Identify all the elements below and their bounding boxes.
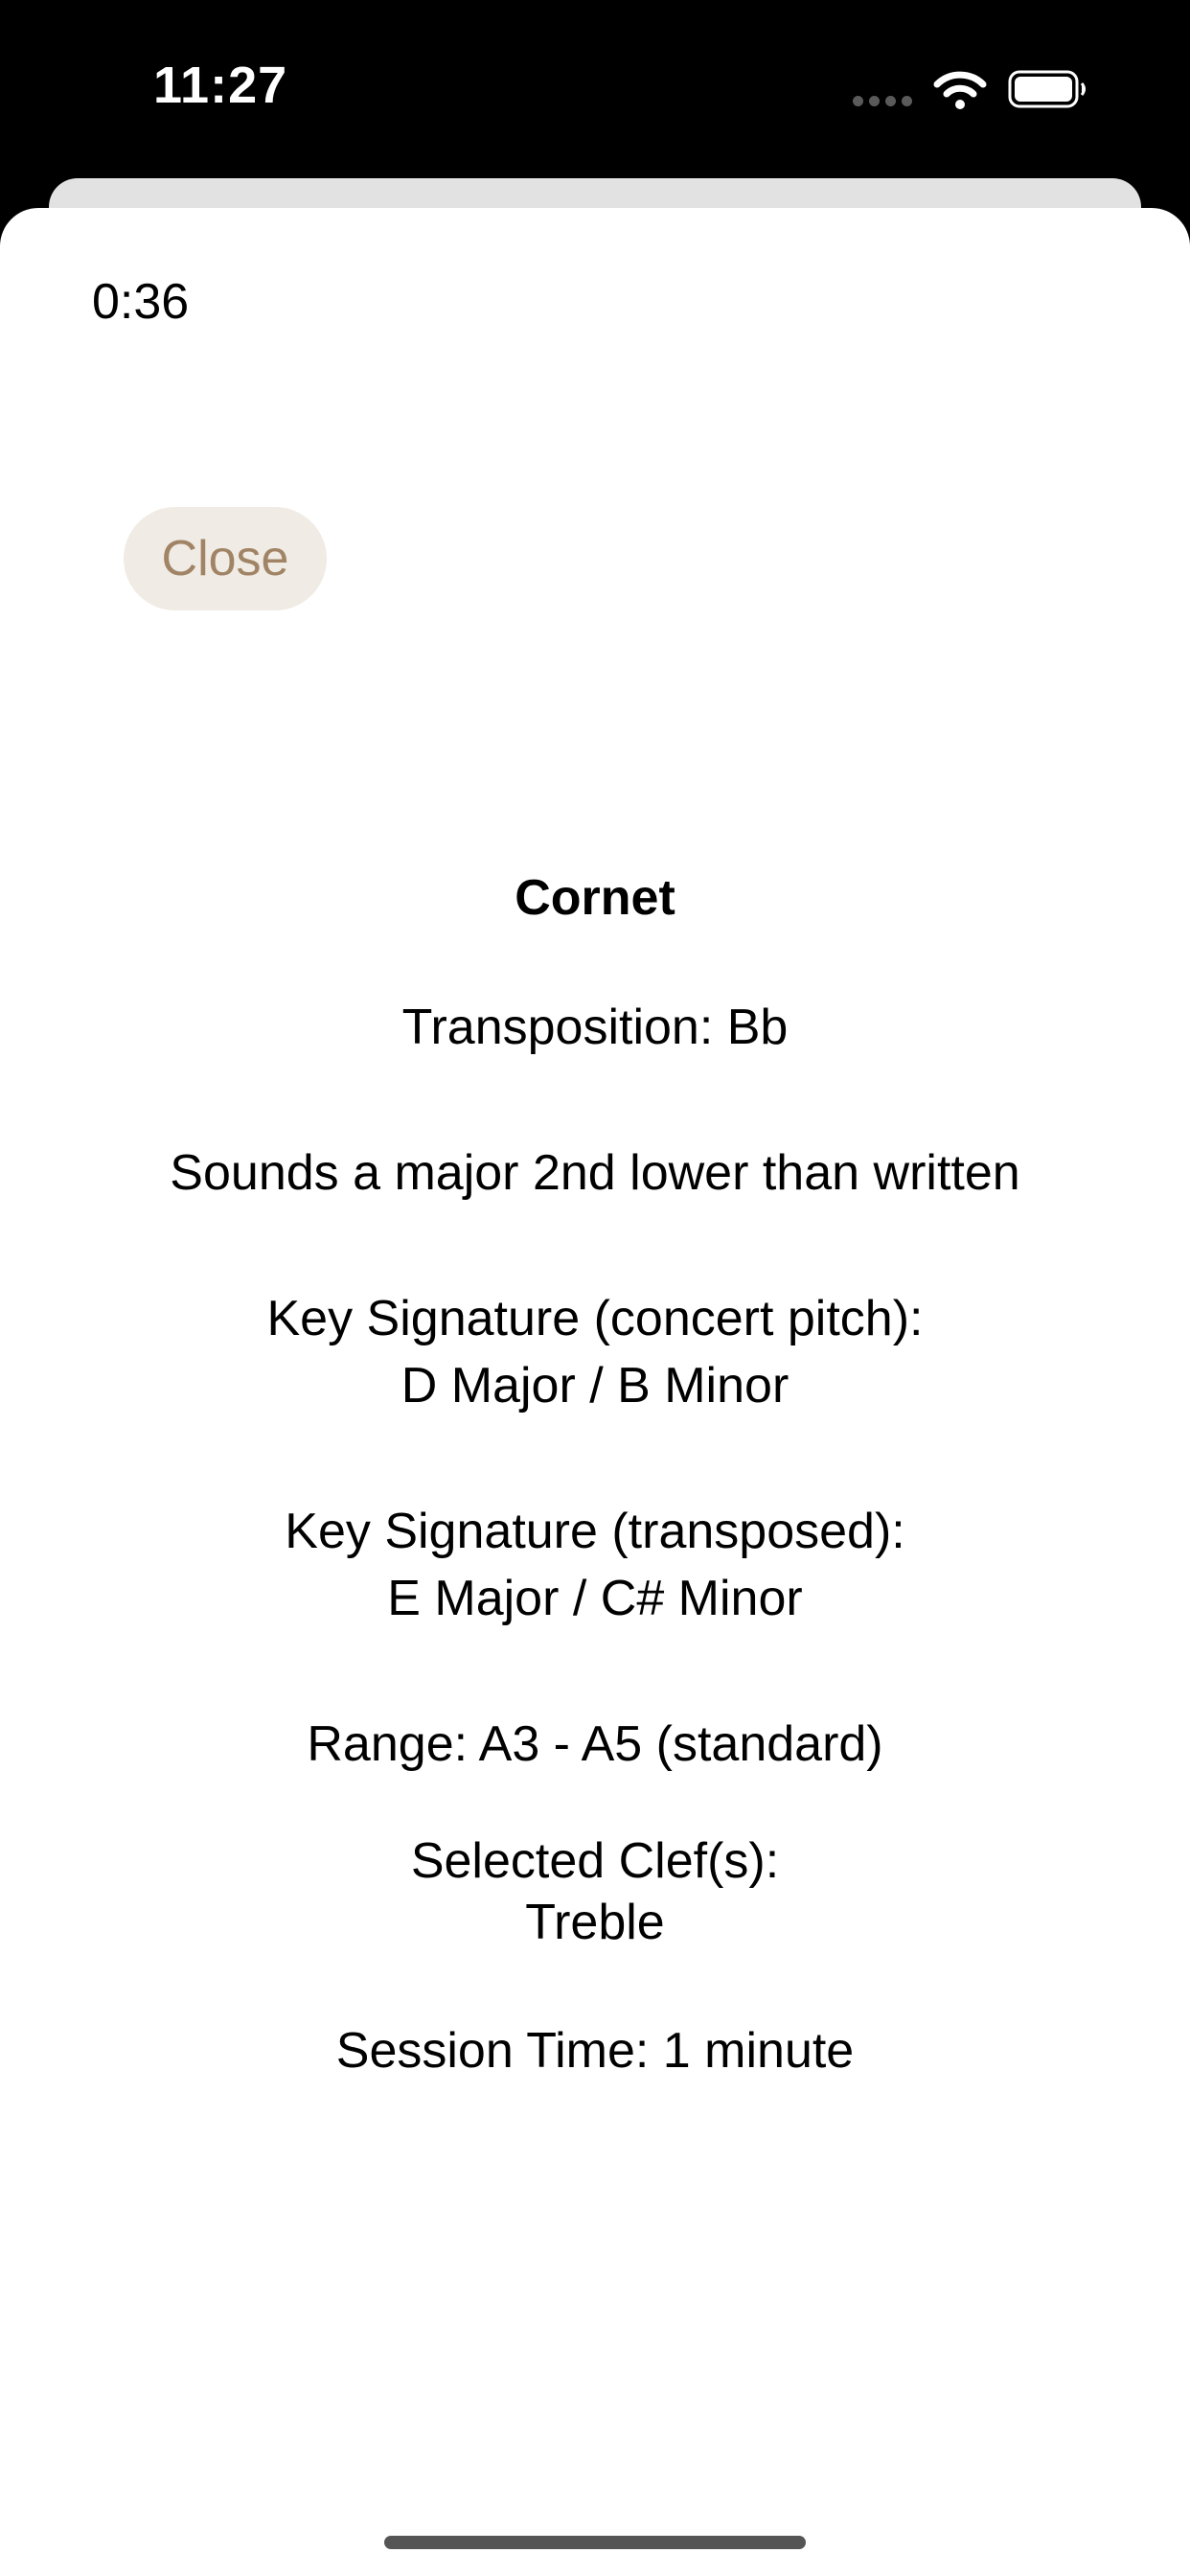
cellular-signal-icon [853,96,914,107]
countdown-timer: 0:36 [92,274,190,330]
home-indicator[interactable] [384,2536,806,2549]
instrument-info-sheet [0,208,1190,2576]
key-signature-concert-value: D Major / B Minor [400,1358,790,1414]
close-button[interactable]: Close [124,507,327,610]
selected-clefs-label: Selected Clef(s): [410,1833,780,1889]
session-time-text: Session Time: 1 minute [335,2023,855,2079]
sounds-text: Sounds a major 2nd lower than written [170,1145,1020,1201]
wifi-icon [933,69,987,111]
battery-icon [1008,69,1088,109]
range-text: Range: A3 - A5 (standard) [307,1716,883,1772]
status-time: 11:27 [153,57,288,114]
status-bar [0,0,1190,182]
key-signature-concert-label: Key Signature (concert pitch): [266,1291,924,1346]
key-signature-transposed-label: Key Signature (transposed): [285,1504,905,1559]
instrument-name: Cornet [515,870,675,926]
transposition-text: Transposition: Bb [401,1000,789,1055]
selected-clefs-value: Treble [525,1895,665,1950]
key-signature-transposed-value: E Major / C# Minor [387,1571,803,1626]
